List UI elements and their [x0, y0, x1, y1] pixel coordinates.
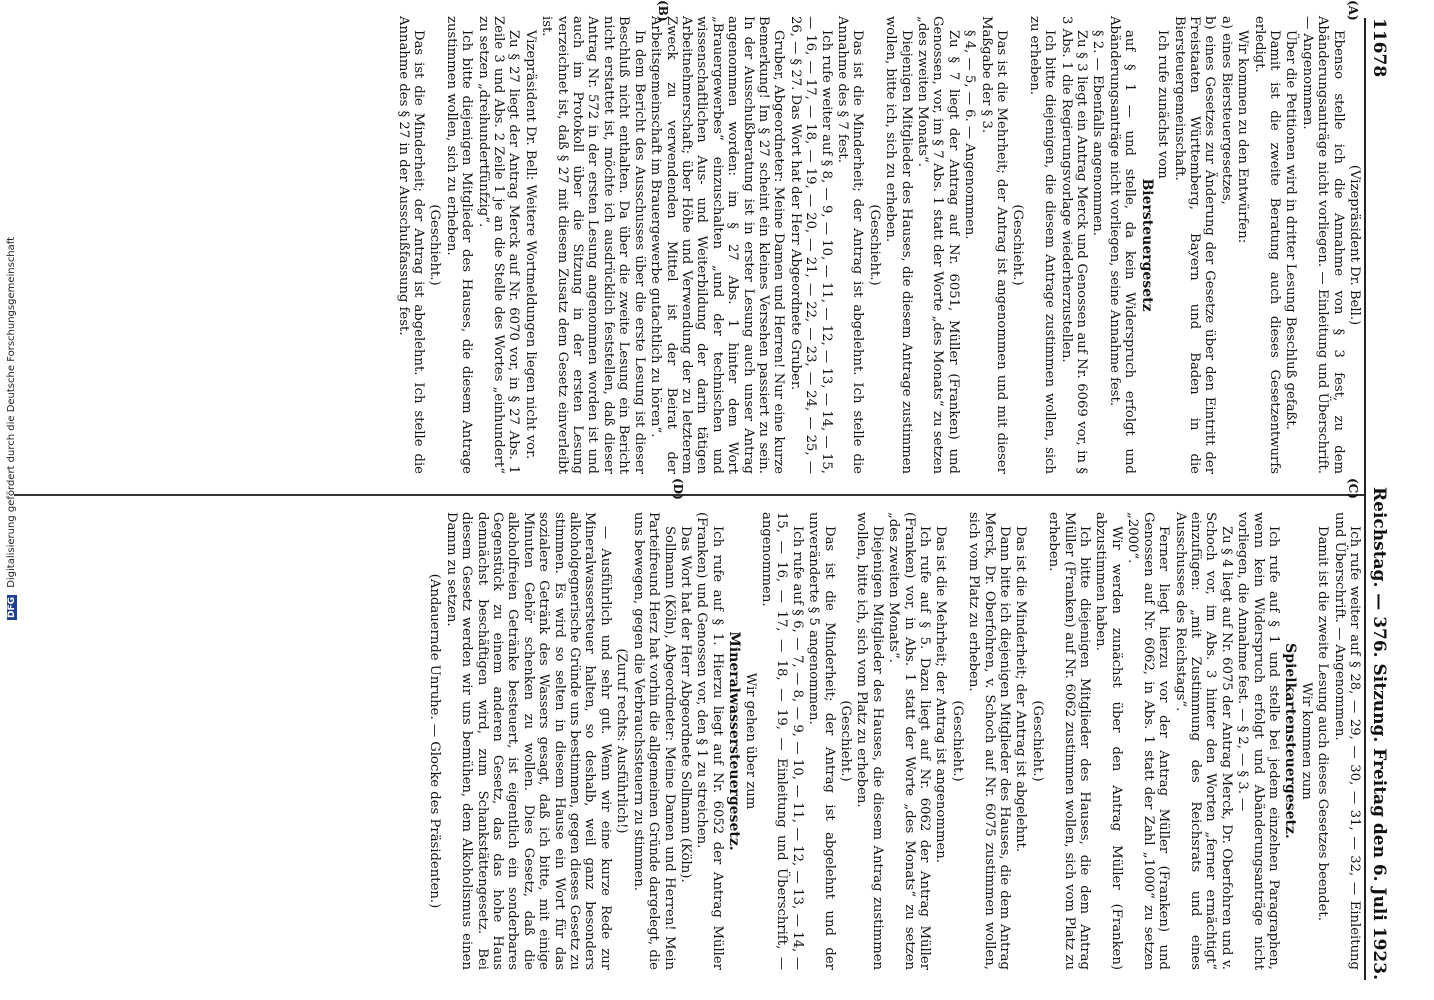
left-column-paragraph: In dem Bericht des Ausschusses über die erste Lesung ist dieser Beschluß nicht enthalten. Da über die zweite Lesung ein Bericht nicht erstattet ist, möchte ich ausdrücklich feststellen, daß dieser Antrag Nr. 572 in der ersten Lesung angenommen worden ist und auch im Protokoll über die Sitzung in der ersten Lesung verzeichnet ist, daß § 27 mit diesem Zusatz dem Gesetz einverleibt ist.: [539, 16, 647, 474]
left-column-paragraph: auf § 1 — und stelle, da kein Widerspruch erfolgt und Abänderungsanträge nicht vorliegen, seine Annahme fest.: [1106, 16, 1138, 474]
right-column-paragraph: Zu § 4 liegt auf Nr. 6075 der Antrag Merck, Dr. Oberfohren und v. Schoch vor, im Abs. 3 hinter den Worten „ferner ermächtigt“ einzufügen: „mit Zustimmung des Reichsrats und eines Ausschusses des Reichstags“.: [1172, 512, 1234, 970]
right-column-paragraph: Ich bitte diejenigen Mitglieder des Hauses, die dem Antrag Müller (Franken) auf Nr. 6062 zustimmen wollen, sich vom Platz zu erheben.: [1046, 512, 1093, 970]
header-title: Reichstag. — 376. Sitzung. Freitag den 6. Juli 1923.: [1369, 487, 1389, 980]
left-column-paragraph: Ebenso stelle ich die Annahme von § 3 fest, zu dem Abänderungsanträge nicht vorliegen. — Einleitung und Überschrift. — Angenommen.: [1299, 16, 1346, 474]
left-column-paragraph: § 4, — 5, — 6. — Angenommen.: [962, 30, 978, 240]
left-column-paragraph: Das ist die Mehrheit; der Antrag ist angenommen und mit dieser Maßgabe der § 3.: [978, 16, 1010, 474]
left-column-paragraph: Wir kommen zu den Entwürfen:: [1235, 30, 1251, 244]
digitization-credit: [6, 237, 17, 620]
page-number: 11678: [1369, 18, 1389, 78]
right-column-paragraph: (Zuruf rechts: Ausführlich!): [614, 648, 630, 834]
right-column-paragraph: Das ist die Minderheit; der Antrag ist abgelehnt.: [1013, 526, 1029, 853]
left-column-paragraph: § 2. — Ebenfalls angenommen.: [1090, 30, 1106, 236]
left-column-paragraph: Gruber, Abgeordneter: Meine Damen und Herren! Nur eine kurze Bemerkung! Im § 27 scheint ein kleines Versehen passiert zu sein. In der Ausschußberatung ist in erster Lesung auch unser Antrag angenommen worden: im § 27 Abs. 1 hinter dem Wort „Brauergewerbes“ einzuschalten „und der technischen und wissenschaftlichen Aus- und Weiterbildung der darin tätigen Arbeitnehmerschaft; über Höhe und Verwendung der zu letzterem Zweck zu verwendenden Mittel ist der Beirat der Arbeitsgemeinschaft im Brauergewerbe gutachtlich zu hören“.: [648, 16, 787, 474]
left-column-paragraph: Das ist die Minderheit; der Antrag ist abgelehnt. Ich stelle die Annahme des § 27 in der Ausschußfassung fest.: [395, 16, 427, 474]
right-column-paragraph: (Geschieht.): [1029, 700, 1045, 782]
left-column: [394, 16, 1362, 474]
column-divider: [14, 494, 1364, 496]
left-column-paragraph: Diejenigen Mitglieder des Hauses, die diesem Antrage zustimmen wollen, bitte ich, sich zu erheben.: [883, 16, 914, 474]
right-column-paragraph: (Geschieht.): [949, 700, 965, 782]
margin-marker-a: (A): [1346, 0, 1360, 21]
right-column-paragraph: Ich rufe auf § 1. Hierzu liegt auf Nr. 6052 der Antrag Müller (Franken) und Genossen vor, den § 1 zu streichen.: [694, 512, 725, 970]
right-column-paragraph: Das ist die Mehrheit; der Antrag ist angenommen.: [933, 526, 949, 863]
header-rule: [1364, 18, 1366, 980]
margin-marker-b: (B): [656, 0, 670, 22]
right-column-paragraph: Ich rufe weiter auf § 28, — 29, — 30, — 31, — 32, — Einleitung und Überschrift. — Angenommen.: [1331, 512, 1362, 970]
right-column-paragraph: Wir kommen zum: [1298, 682, 1314, 800]
digitization-credit-text: Digitalisierung gefördert durch die Deutsche Forschungsgemeinschaft: [6, 236, 17, 588]
right-column-paragraph: Spielkartensteuergesetz.: [1282, 643, 1299, 839]
left-column-paragraph: Das ist die Minderheit; der Antrag ist abgelehnt. Ich stelle die Annahme des § 7 fest.: [835, 16, 866, 474]
dfg-logo: DFG: [7, 596, 17, 618]
left-column-paragraph: Ich rufe weiter auf § 8, — 9, — 10, — 11, — 12, — 13, — 14, — 15, — 16, — 17, — 18, — 19, — 20, — 21, — 22, — 23, — 24, — 25, — 26, — § 27. Das Wort hat der Herr Abgeordnete Gruber.: [787, 16, 834, 474]
margin-marker-d: (D): [671, 478, 685, 500]
left-column-paragraph: (Geschieht.): [427, 204, 443, 286]
left-column-paragraph: Zu § 7 liegt der Antrag auf Nr. 6051, Müller (Franken) und Genossen, vor, im § 7 Abs. 1 statt der Worte „des Monats“ zu setzen „des zweiten Monats“.: [915, 16, 961, 474]
right-column-paragraph: Ferner liegt hierzu vor der Antrag Müller (Franken) und Genossen auf Nr. 6062, in Abs. 1 statt der Zahl „1000“ zu setzen „2000“.: [1125, 512, 1172, 970]
right-column-paragraph: Wir werden zunächst über den Antrag Müller (Franken) abzustimmen haben.: [1093, 512, 1124, 970]
left-column-paragraph: Ich rufe zunächst vom: [1155, 30, 1171, 179]
left-column-paragraph: Über die Petitionen wird in dritter Lesung Beschluß gefaßt.: [1283, 30, 1299, 430]
right-column-paragraph: (Andauernde Unruhe. — Glocke des Präsidenten.): [427, 573, 443, 909]
right-column-paragraph: Dann bitte ich diejenigen Mitglieder des Hauses, die dem Antrag Merck, Dr. Oberfohren, v. Schoch auf Nr. 6075 zustimmen wollen, sich vom Platz zu erheben.: [966, 512, 1013, 970]
right-column-paragraph: Diejenigen Mitglieder des Hauses, die diesem Antrag zustimmen wollen, bitte ich, sich vom Platz zu erheben.: [854, 512, 885, 970]
right-column-paragraph: — Ausführlich und sehr gut. Wenn wir eine kurze Rede zur Mineralwassersteuer halten, so deshalb, weil ganz besonders alkoholgegnerische Gründe uns bestimmen, gegen dieses Gesetz zu stimmen. Es wird so selten in diesem Hause ein Wort für das sozialere Getränk des Wassers gesagt, daß ich bitte, mit einige Minuten Gehör schenken zu wollen. Dies Gesetz, daß die alkoholfreien Getränke besteuert, ist eigentlich ein sonderbares Gegenstück zu einem anderen Gesetz, das das hohe Haus demnächst beschäftigen wird, zum Schankstättengesetz. Bei diesem Gesetz werden wir uns bemühen, dem Alkoholismus einen Damm zu setzen.: [443, 512, 613, 970]
left-column-paragraph: a) eines Biersteuergesetzes,: [1218, 16, 1234, 205]
right-column-paragraph: Das Wort hat der Herr Abgeordnete Sollmann (Köln).: [677, 526, 693, 883]
left-column-paragraph: Ich bitte diejenigen Mitglieder des Hauses, die diesem Antrage zustimmen wollen, sich zu erheben.: [443, 16, 475, 474]
left-column-paragraph: Ich bitte diejenigen, die diesem Antrage zustimmen wollen, sich zu erheben.: [1026, 16, 1058, 474]
right-column-paragraph: Das ist die Minderheit; der Antrag ist abgelehnt und der unveränderte § 5 angenommen.: [806, 512, 837, 970]
right-column-paragraph: Mineralwassersteuergesetz.: [726, 631, 743, 851]
right-column-paragraph: Ich rufe auf § 1 und stelle bei jedem einzelnen Paragraphen, wenn kein Widerspruch erfolgt und Abänderungsanträge nicht vorliegen, die Annahme fest. — § 2, — § 3. —: [1235, 512, 1281, 970]
left-column-paragraph: Biersteuergesetz: [1138, 178, 1155, 312]
right-column-paragraph: Wir gehen über zum: [742, 672, 758, 810]
right-column-paragraph: Damit ist die zweite Lesung auch dieses Gesetzes beendet.: [1315, 526, 1331, 921]
right-column-paragraph: Sollmann (Köln), Abgeordneter: Meine Damen und Herren! Mein Parteifreund Herz hat vorhin die allgemeinen Gründe dargelegt, die uns bewegen, gegen die Verbrauchssteuern zu stimmen.: [630, 512, 677, 970]
margin-marker-c: (C): [1346, 478, 1360, 499]
rotated-document-page: [10, 0, 1390, 1000]
left-column-paragraph: Zu § 3 liegt ein Antrag Merck und Genossen auf Nr. 6069 vor, in § 3 Abs. 1 die Regierungsvorlage wiederherzustellen.: [1058, 16, 1090, 474]
right-column-paragraph: Ich rufe auf § 5. Dazu liegt auf Nr. 6062 der Antrag Müller (Franken) vor, in Abs. 1 statt der Worte „des Monats“ zu setzen „des zweiten Monats“.: [886, 512, 933, 970]
page-header: [1368, 18, 1390, 980]
left-column-paragraph: (Geschieht.): [1010, 204, 1026, 286]
left-column-paragraph: (Geschieht.): [866, 204, 882, 286]
right-column: [426, 512, 1362, 970]
left-column-paragraph: Damit ist die zweite Beratung auch dieses Gesetzentwurfs erledigt.: [1251, 16, 1282, 474]
left-column-paragraph: Vizepräsident Dr. Bell: Weitere Wortmeldungen liegen nicht vor.: [522, 30, 538, 460]
left-column-paragraph: Zu § 27 liegt der Antrag Merck auf Nr. 6070 vor, in § 27 Abs. 1 Zeile 3 und Abs. 2 Zeile 1 je an die Stelle des Wortes „einhundert“ zu setzen „dreihundertfünfzig“.: [475, 16, 522, 474]
right-column-paragraph: (Geschieht.): [838, 700, 853, 782]
left-column-paragraph: b) eines Gesetzes zur Änderung der Gesetze über den Eintritt der Freistaaten Württemberg, Bayern und Baden in die Biersteuergemeinschaft.: [1171, 16, 1218, 474]
right-column-paragraph: Ich rufe auf § 6, — 7, — 8, — 9, — 10, — 11, — 12, — 13, — 14, — 15, — 16, — 17, — 18, — 19, — Einleitung und Überschrift, — angenommen.: [758, 512, 805, 970]
left-column-paragraph: (Vizepräsident Dr. Bell.): [1347, 164, 1362, 326]
